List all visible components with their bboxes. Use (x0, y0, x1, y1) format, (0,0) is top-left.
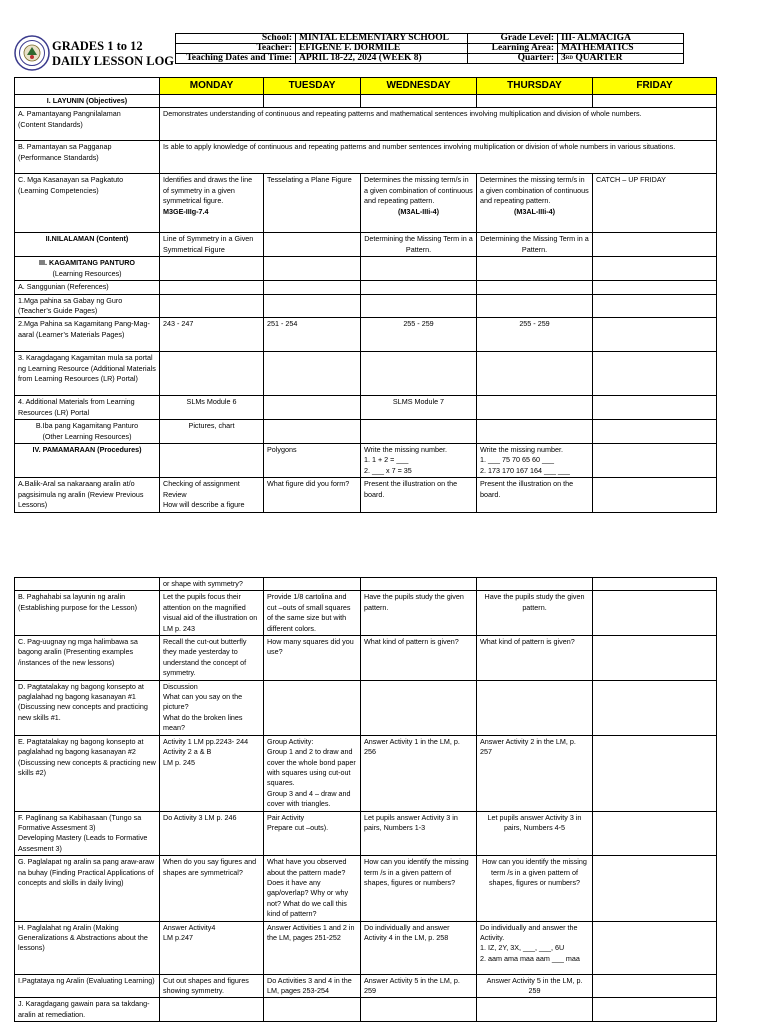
application-thursday: How can you identify the missing term /s in a given pattern of shapes, figures or numbers? (477, 856, 593, 921)
title-line-1: GRADES 1 to 12 (52, 39, 143, 53)
grade-value: III- ALMACIGA (558, 34, 684, 44)
evaluation-wednesday: Answer Activity 5 in the LM, p. 259 (361, 974, 477, 998)
table-row (15, 478, 717, 512)
examples-monday: Recall the cut-out butterfly they made yesterday to understand the concept of symmetry. (160, 636, 264, 681)
content-monday: Line of Symmetry in a Given Symmetrical Figure (160, 233, 264, 257)
lm-pages-thursday: 255 - 259 (477, 318, 593, 352)
discussion-2-wednesday: Answer Activity 1 in the LM, p. 256 (361, 735, 477, 811)
quarter-word: QUARTER (572, 53, 623, 63)
table-row (15, 578, 717, 591)
table-row (15, 856, 717, 921)
generalization-label: H. Paglalahat ng Aralin (Making Generalizations & Abstractions about the lessons) (15, 921, 160, 974)
lr-portal-label: 3. Karagdagang Kagamitan mula sa portal ng Learning Resource (Additional Materials from Learning Resources (LR) Portal) (15, 352, 160, 396)
table-row (15, 318, 717, 352)
table-row (15, 974, 717, 998)
table-row (15, 352, 717, 396)
day-wednesday: WEDNESDAY (361, 78, 477, 95)
competency-friday: CATCH – UP FRIDAY (593, 174, 717, 233)
day-header-row (15, 78, 717, 95)
title-line-2: DAILY LESSON LOG (52, 54, 175, 68)
review-wednesday: Present the illustration on the board. (361, 478, 477, 512)
procedures-tuesday: Polygons (264, 444, 361, 478)
dates-label: Teaching Dates and Time: (176, 54, 296, 64)
table-row (15, 294, 717, 318)
application-wednesday: How can you identify the missing term /s in a given pattern of shapes, figures or numbers? (361, 856, 477, 921)
review-thursday: Present the illustration on the board. (477, 478, 593, 512)
competency-wednesday-code: (M3AL-IIIi-4) (397, 206, 440, 216)
evaluation-label: I.Pagtataya ng Aralin (Evaluating Learning) (15, 974, 160, 998)
table-row (15, 735, 717, 811)
competencies-label: C. Mga Kasanayan sa Pagkatuto (Learning Competencies) (15, 174, 160, 233)
evaluation-monday: Cut out shapes and figures showing symmetry. (160, 974, 264, 998)
quarter-number: 3 (561, 53, 566, 63)
competency-monday (160, 174, 264, 233)
examples-tuesday: How many squares did you use? (264, 636, 361, 681)
deped-seal-icon (14, 35, 50, 71)
tg-pages-label: 1.Mga pahina sa Gabay ng Guro (Teacher’s Guide Pages) (15, 294, 160, 318)
competency-thursday-text: Determines the missing term/s in a given combination of continuous and repeating pattern. (480, 175, 589, 206)
additional-materials-monday: SLMs Module 6 (160, 396, 264, 420)
lm-pages-label: 2.Mga Pahina sa Kagamitang Pang-Mag-aaral (Learner’s Materials Pages) (15, 318, 160, 352)
examples-thursday: What kind of pattern is given? (477, 636, 593, 681)
competency-thursday-code: (M3AL-IIIi-4) (513, 206, 556, 216)
table-row (15, 811, 717, 856)
lesson-table-part-1 (14, 77, 717, 513)
procedures-label: IV. PAMAMARAAN (Procedures) (15, 444, 160, 478)
table-row (15, 108, 717, 141)
table-row (15, 95, 717, 108)
procedures-thursday: Write the missing number. 1. ___ 75 70 65 60 ___ 2. 173 170 167 164 ___ ___ (477, 444, 593, 478)
additional-materials-wednesday: SLMS Module 7 (361, 396, 477, 420)
discussion-2-label: E. Pagtatalakay ng bagong konsepto at paglalahad ng bagong kasanayan #2 (Discussing new concepts & practicing new skills #2) (15, 735, 160, 811)
examples-label: C. Pag-uugnay ng mga halimbawa sa bagong aralin (Presenting examples /instances of the new lessons) (15, 636, 160, 681)
table-row (15, 636, 717, 681)
performance-standards-value: Is able to apply knowledge of continuous and repeating patterns and number sentences involving multiplication or division of whole numbers in various situations. (160, 141, 717, 174)
competency-wednesday (361, 174, 477, 233)
mastery-monday: Do Activity 3 LM p. 246 (160, 811, 264, 856)
other-resources-label: B.Iba pang Kagamitang Panturo (Other Learning Resources) (15, 420, 160, 444)
corner-cell (15, 78, 160, 95)
table-row (15, 257, 717, 281)
generalization-thursday: Do individually and answer the Activity. 1. IZ, 2Y, 3X, ___, ___, 6U 2. aam ama maa aam ___ maa (477, 921, 593, 974)
table-row (15, 141, 717, 174)
dates-value: APRIL 18-22, 2024 (WEEK 8) (296, 54, 468, 64)
purpose-label: B. Paghahabi sa layunin ng aralin (Establishing purpose for the Lesson) (15, 591, 160, 636)
school-info-table (175, 33, 684, 64)
discussion-2-thursday: Answer Activity 2 in the LM, p. 257 (477, 735, 593, 811)
other-resources-monday: Pictures, chart (160, 420, 264, 444)
discussion-2-monday: Activity 1 LM pp.2243- 244 Activity 2 a & B LM p. 245 (160, 735, 264, 811)
table-row (15, 233, 717, 257)
table-row (15, 591, 717, 636)
mastery-label: F. Paglinang sa Kabihasaan (Tungo sa Formative Assesment 3) Developing Mastery (Leads to Formative Assesment 3) (15, 811, 160, 856)
teacher-value: EFIGENE F. DORMILE (296, 44, 468, 54)
procedures-wednesday: Write the missing number. 1. 1 + 2 = ___ 2. ___ x 7 = 35 (361, 444, 477, 478)
area-value: MATHEMATICS (558, 44, 684, 54)
log-title (52, 39, 174, 69)
lm-pages-wednesday: 255 - 259 (361, 318, 477, 352)
competency-monday-code: M3GE-IIIg-7.4 (163, 206, 209, 216)
table-row (15, 420, 717, 444)
discussion-1-label: D. Pagtatalakay ng bagong konsepto at paglalahad ng bagong kasanayan #1 (Discussing new concepts and practicing new skills #1. (15, 680, 160, 735)
lm-pages-monday: 243 - 247 (160, 318, 264, 352)
generalization-wednesday: Do individually and answer Activity 4 in the LM, p. 258 (361, 921, 477, 974)
discussion-1-monday: Discussion What can you say on the picture? What do the broken lines mean? (160, 680, 264, 735)
review-monday-continued: or shape with symmetry? (160, 578, 264, 591)
application-monday: When do you say figures and shapes are symmetrical? (160, 856, 264, 921)
content-standards-value: Demonstrates understanding of continuous and repeating patterns and mathematical sentences involving multiplication and division of whole numbers. (160, 108, 717, 141)
table-row (15, 921, 717, 974)
purpose-thursday: Have the pupils study the given pattern. (477, 591, 593, 636)
review-tuesday: What figure did you form? (264, 478, 361, 512)
grade-label: Grade Level: (468, 34, 558, 44)
purpose-tuesday: Provide 1/8 cartolina and cut –outs of small squares of the same size but with different colors. (264, 591, 361, 636)
content-thursday: Determining the Missing Term in a Pattern. (477, 233, 593, 257)
area-label: Learning Area: (468, 44, 558, 54)
purpose-monday: Let the pupils focus their attention on the magnified visual aid of the illustration on LM p. 243 (160, 591, 264, 636)
competency-thursday (477, 174, 593, 233)
day-tuesday: TUESDAY (264, 78, 361, 95)
generalization-monday: Answer Activity4 LM p.247 (160, 921, 264, 974)
table-row (15, 998, 717, 1022)
day-friday: FRIDAY (593, 78, 717, 95)
evaluation-tuesday: Do Activities 3 and 4 in the LM, pages 253-254 (264, 974, 361, 998)
resources-label (15, 257, 160, 281)
quarter-value (558, 54, 684, 64)
content-standards-label: A. Pamantayang Pangnilalaman (Content Standards) (15, 108, 160, 141)
quarter-suffix: RD (565, 56, 573, 61)
additional-materials-label: 4. Additional Materials from Learning Resources (LR) Portal (15, 396, 160, 420)
review-label: A.Balik-Aral sa nakaraang aralin at/o pagsisimula ng aralin (Review Previous Lessons) (15, 478, 160, 512)
table-row (15, 444, 717, 478)
table-row (15, 396, 717, 420)
day-thursday: THURSDAY (477, 78, 593, 95)
objectives-heading: I. LAYUNIN (Objectives) (15, 95, 160, 108)
discussion-2-tuesday: Group Activity: Group 1 and 2 to draw and cover the whole bond paper with squares using cut-out squares. Group 3 and 4 – draw and cover with triangles. (264, 735, 361, 811)
table-row (15, 281, 717, 294)
performance-standards-label: B. Pamantayan sa Pagganap (Performance Standards) (15, 141, 160, 174)
quarter-label: Quarter: (468, 54, 558, 64)
resources-subheading: (Learning Resources) (52, 268, 122, 278)
review-monday: Checking of assignment Review How will describe a figure (160, 478, 264, 512)
resources-heading: III. KAGAMITANG PANTURO (39, 258, 135, 268)
references-label: A. Sanggunian (References) (15, 281, 160, 294)
evaluation-thursday: Answer Activity 5 in the LM, p. 259 (477, 974, 593, 998)
examples-wednesday: What kind of pattern is given? (361, 636, 477, 681)
assignment-label: J. Karagdagang gawain para sa takdang-aralin at remediation. (15, 998, 160, 1022)
school-label: School: (176, 34, 296, 44)
purpose-wednesday: Have the pupils study the given pattern. (361, 591, 477, 636)
generalization-tuesday: Answer Activities 1 and 2 in the LM, pages 251-252 (264, 921, 361, 974)
content-wednesday: Determining the Missing Term in a Pattern. (361, 233, 477, 257)
lm-pages-tuesday: 251 - 254 (264, 318, 361, 352)
mastery-tuesday: Pair Activity Prepare cut –outs). (264, 811, 361, 856)
day-monday: MONDAY (160, 78, 264, 95)
competency-tuesday: Tesselating a Plane Figure (264, 174, 361, 233)
school-value: MINTAL ELEMENTARY SCHOOL (296, 34, 468, 44)
teacher-label: Teacher: (176, 44, 296, 54)
content-label: II.NILALAMAN (Content) (15, 233, 160, 257)
table-row (15, 680, 717, 735)
application-tuesday: What have you observed about the pattern made? Does it have any gap/overlap? Why or why not? What do we call this kind of pattern? (264, 856, 361, 921)
application-label: G. Paglalapat ng aralin sa pang araw-araw na buhay (Finding Practical Applications of concepts and skills in daily living) (15, 856, 160, 921)
competency-monday-text: Identifies and draws the line of symmetry in a given symmetrical figure. (163, 175, 253, 206)
lesson-table-part-2 (14, 577, 717, 1022)
competency-wednesday-text: Determines the missing term/s in a given combination of continuous and repeating pattern. (364, 175, 473, 206)
table-row (15, 174, 717, 233)
mastery-thursday: Let pupils answer Activity 3 in pairs, Numbers 4-5 (477, 811, 593, 856)
mastery-wednesday: Let pupils answer Activity 3 in pairs, Numbers 1-3 (361, 811, 477, 856)
